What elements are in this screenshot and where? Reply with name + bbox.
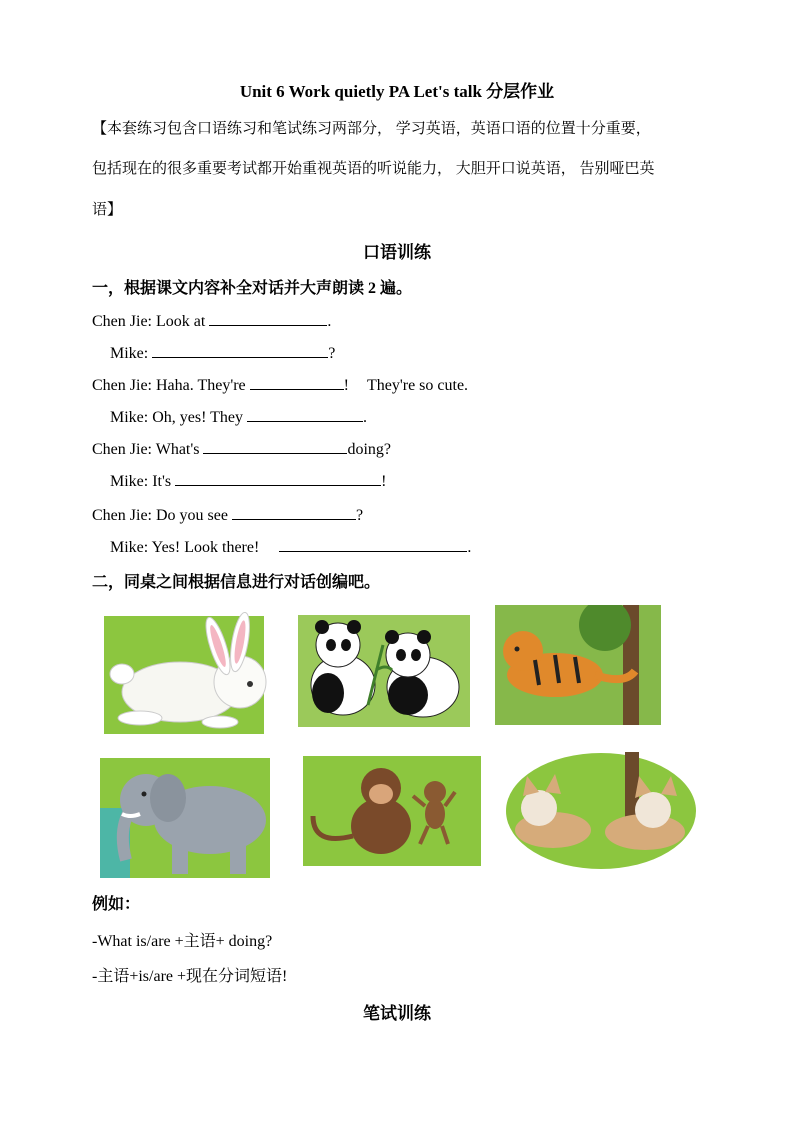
speaker: Chen Jie: (92, 377, 152, 394)
rabbit-picture (100, 612, 268, 740)
speaker: Mike: (110, 409, 149, 426)
line-end: ? (355, 507, 364, 524)
dialogue-line (92, 439, 391, 459)
answer-blank[interactable] (279, 537, 467, 552)
line-end: . (363, 409, 368, 426)
speaker: Mike: (110, 473, 149, 490)
part1-heading: 一，根据课文内容补全对话并大声朗读 2 遍。 (92, 280, 413, 297)
dialogue-line (110, 537, 471, 557)
dog-icon (505, 752, 697, 870)
monkey-icon (303, 756, 481, 866)
line-text: Yes! Look there! (151, 539, 260, 556)
dialogue-line (92, 375, 468, 395)
elephant-icon (100, 758, 270, 878)
dogs-picture (505, 752, 697, 870)
example-line-1: -What is/are +主语+ doing? (92, 933, 273, 950)
dialogue-line (92, 311, 331, 331)
part2-heading: 二，同桌之间根据信息进行对话创编吧。 (92, 574, 381, 591)
line-end: ! (381, 473, 387, 490)
intro-line-3: 语】 (92, 202, 123, 218)
dialogue-line (92, 505, 363, 525)
pandas-picture (298, 615, 470, 727)
speaker: Chen Jie: (92, 507, 152, 524)
line-tail: They're so cute. (366, 377, 469, 394)
monkeys-picture (303, 756, 481, 866)
line-text: What's (155, 441, 204, 458)
dialogue-line (110, 407, 367, 427)
line-text: Do you see (156, 507, 232, 524)
line-text: Haha. They're (156, 377, 250, 394)
answer-blank[interactable] (209, 311, 327, 326)
panda-icon (298, 615, 470, 727)
intro-line-1: 【本套练习包含口语练习和笔试练习两部分， 学习英语，英语口语的位置十分重要， (92, 121, 651, 137)
line-end: ! (343, 377, 349, 394)
answer-blank[interactable] (152, 343, 328, 358)
answer-blank[interactable] (175, 471, 381, 486)
rabbit-icon (100, 612, 268, 740)
answer-blank[interactable] (203, 439, 347, 454)
line-end: ? (328, 345, 336, 362)
line-text: It's (152, 473, 176, 490)
speaker: Chen Jie: (92, 441, 152, 458)
tiger-picture (495, 605, 661, 725)
answer-blank[interactable] (232, 505, 356, 520)
line-text: Oh, yes! They (152, 409, 248, 426)
example-label: 例如： (92, 896, 141, 913)
answer-blank[interactable] (250, 375, 344, 390)
speaker: Mike: (110, 539, 149, 556)
line-end: . (467, 539, 472, 556)
written-heading: 笔试训练 (363, 1004, 431, 1023)
dialogue-line (110, 471, 386, 491)
speaker: Mike: (110, 345, 149, 362)
line-end: doing? (347, 441, 392, 458)
elephant-picture (100, 758, 270, 878)
speaker: Chen Jie: (92, 313, 152, 330)
oral-heading: 口语训练 (363, 243, 431, 262)
line-end: . (327, 313, 332, 330)
tiger-icon (495, 605, 661, 725)
line-text: Look at (156, 313, 210, 330)
page-title: Unit 6 Work quietly PA Let's talk 分层作业 (239, 82, 555, 101)
intro-line-2: 包括现在的很多重要考试都开始重视英语的听说能力， 大胆开口说英语， 告别哑巴英 (92, 161, 655, 177)
answer-blank[interactable] (247, 407, 363, 422)
example-line-2: -主语+is/are +现在分词短语! (92, 968, 288, 985)
dialogue-line (110, 343, 335, 363)
